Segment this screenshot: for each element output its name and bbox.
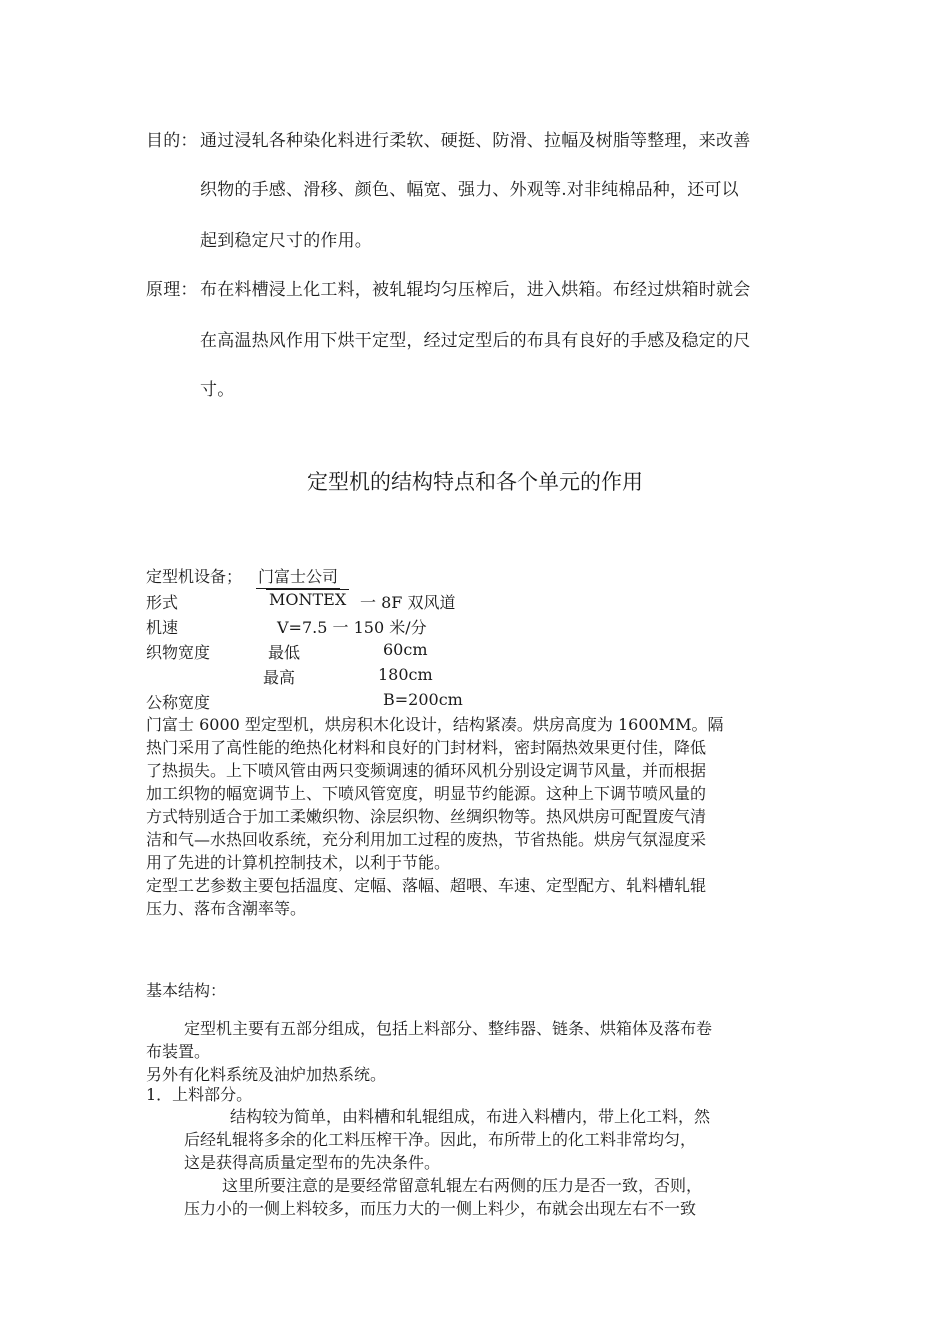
item1-paragraph-1 <box>184 1105 804 1174</box>
principle-label: 原理： <box>146 280 198 300</box>
item1-line: 后经轧辊将多余的化工料压榨干净。因此，布所带上的化工料非常均匀， <box>184 1130 697 1149</box>
section-title: 定型机的结构特点和各个单元的作用 <box>307 470 643 494</box>
width-label: 织物宽度 <box>146 643 211 662</box>
basic-line: 布装置。 <box>146 1042 211 1061</box>
principle-line: 寸。 <box>200 380 235 400</box>
item1-paragraph-2 <box>184 1174 804 1220</box>
speed-value: V=7.5 一 150 米/分 <box>277 618 427 637</box>
max-width-label: 最高 <box>263 668 296 687</box>
item1-line: 压力小的一侧上料较多，而压力大的一侧上料少，布就会出现左右不一致 <box>184 1199 697 1218</box>
principle-line: 在高温热风作用下烘干定型，经过定型后的布具有良好的手感及稳定的尺 <box>200 331 751 351</box>
model-value-b: 一 8F 双风道 <box>360 593 456 612</box>
nominal-width-label: 公称宽度 <box>146 693 211 712</box>
item1-line: 这里所要注意的是要经常留意轧辊左右两侧的压力是否一致，否则， <box>222 1176 703 1195</box>
basic-line: 定型机主要有五部分组成，包括上料部分、整纬器、链条、烘箱体及落布卷 <box>184 1019 713 1038</box>
description-line: 洁和气—水热回收系统，充分利用加工过程的废热，节省热能。烘房气氛湿度采 <box>146 830 707 849</box>
purpose-line: 织物的手感、滑移、颜色、幅宽、强力、外观等.对非纯棉品种，还可以 <box>200 180 739 200</box>
description-line: 用了先进的计算机控制技术，以利于节能。 <box>146 853 451 872</box>
description-paragraph <box>146 713 808 920</box>
item1-line: 结构较为简单，由料槽和轧辊组成，布进入料槽内，带上化工料，然 <box>230 1107 711 1126</box>
purpose-line: 通过浸轧各种染化料进行柔软、硬挺、防滑、拉幅及树脂等整理，来改善 <box>200 131 751 151</box>
basic-structure-heading: 基本结构： <box>146 981 227 1000</box>
description-line: 压力、落布含潮率等。 <box>146 899 307 918</box>
description-line: 方式特别适合于加工柔嫩织物、涂层织物、丝绸织物等。热风烘房可配置废气清 <box>146 807 707 826</box>
equipment-value: 门富士公司 <box>256 564 340 589</box>
description-line: 了热损失。上下喷风管由两只变频调速的循环风机分别设定调节风量，并而根据 <box>146 761 707 780</box>
equipment-label: 定型机设备； <box>146 567 243 586</box>
description-line: 门富士 6000 型定型机，烘房积木化设计，结构紧凑。烘房高度为 1600MM。隔 <box>146 715 724 734</box>
nominal-width-value: B=200cm <box>383 690 463 709</box>
max-width-value: 180cm <box>378 665 433 684</box>
description-line: 定型工艺参数主要包括温度、定幅、落幅、超喂、车速、定型配方、轧料槽轧辊 <box>146 876 707 895</box>
model-value-a: MONTEX <box>266 589 349 609</box>
principle-line: 布在料槽浸上化工料，被轧辊均匀压榨后，进入烘箱。布经过烘箱时就会 <box>200 280 751 300</box>
description-line: 加工织物的幅宽调节上、下喷风管宽度，明显节约能源。这种上下调节喷风量的 <box>146 784 707 803</box>
purpose-line: 起到稳定尺寸的作用。 <box>200 231 372 251</box>
item1-heading: 1．上料部分。 <box>146 1085 253 1104</box>
basic-line: 另外有化料系统及油炉加热系统。 <box>146 1065 387 1084</box>
description-line: 热门采用了高性能的绝热化材料和良好的门封材料，密封隔热效果更付佳，降低 <box>146 738 707 757</box>
speed-label: 机速 <box>146 618 179 637</box>
basic-structure-paragraph <box>146 1017 808 1086</box>
item1-line: 这是获得高质量定型布的先决条件。 <box>184 1153 441 1172</box>
model-label: 形式 <box>146 593 179 612</box>
min-width-label: 最低 <box>268 643 301 662</box>
min-width-value: 60cm <box>383 640 428 659</box>
purpose-label: 目的： <box>146 131 198 151</box>
